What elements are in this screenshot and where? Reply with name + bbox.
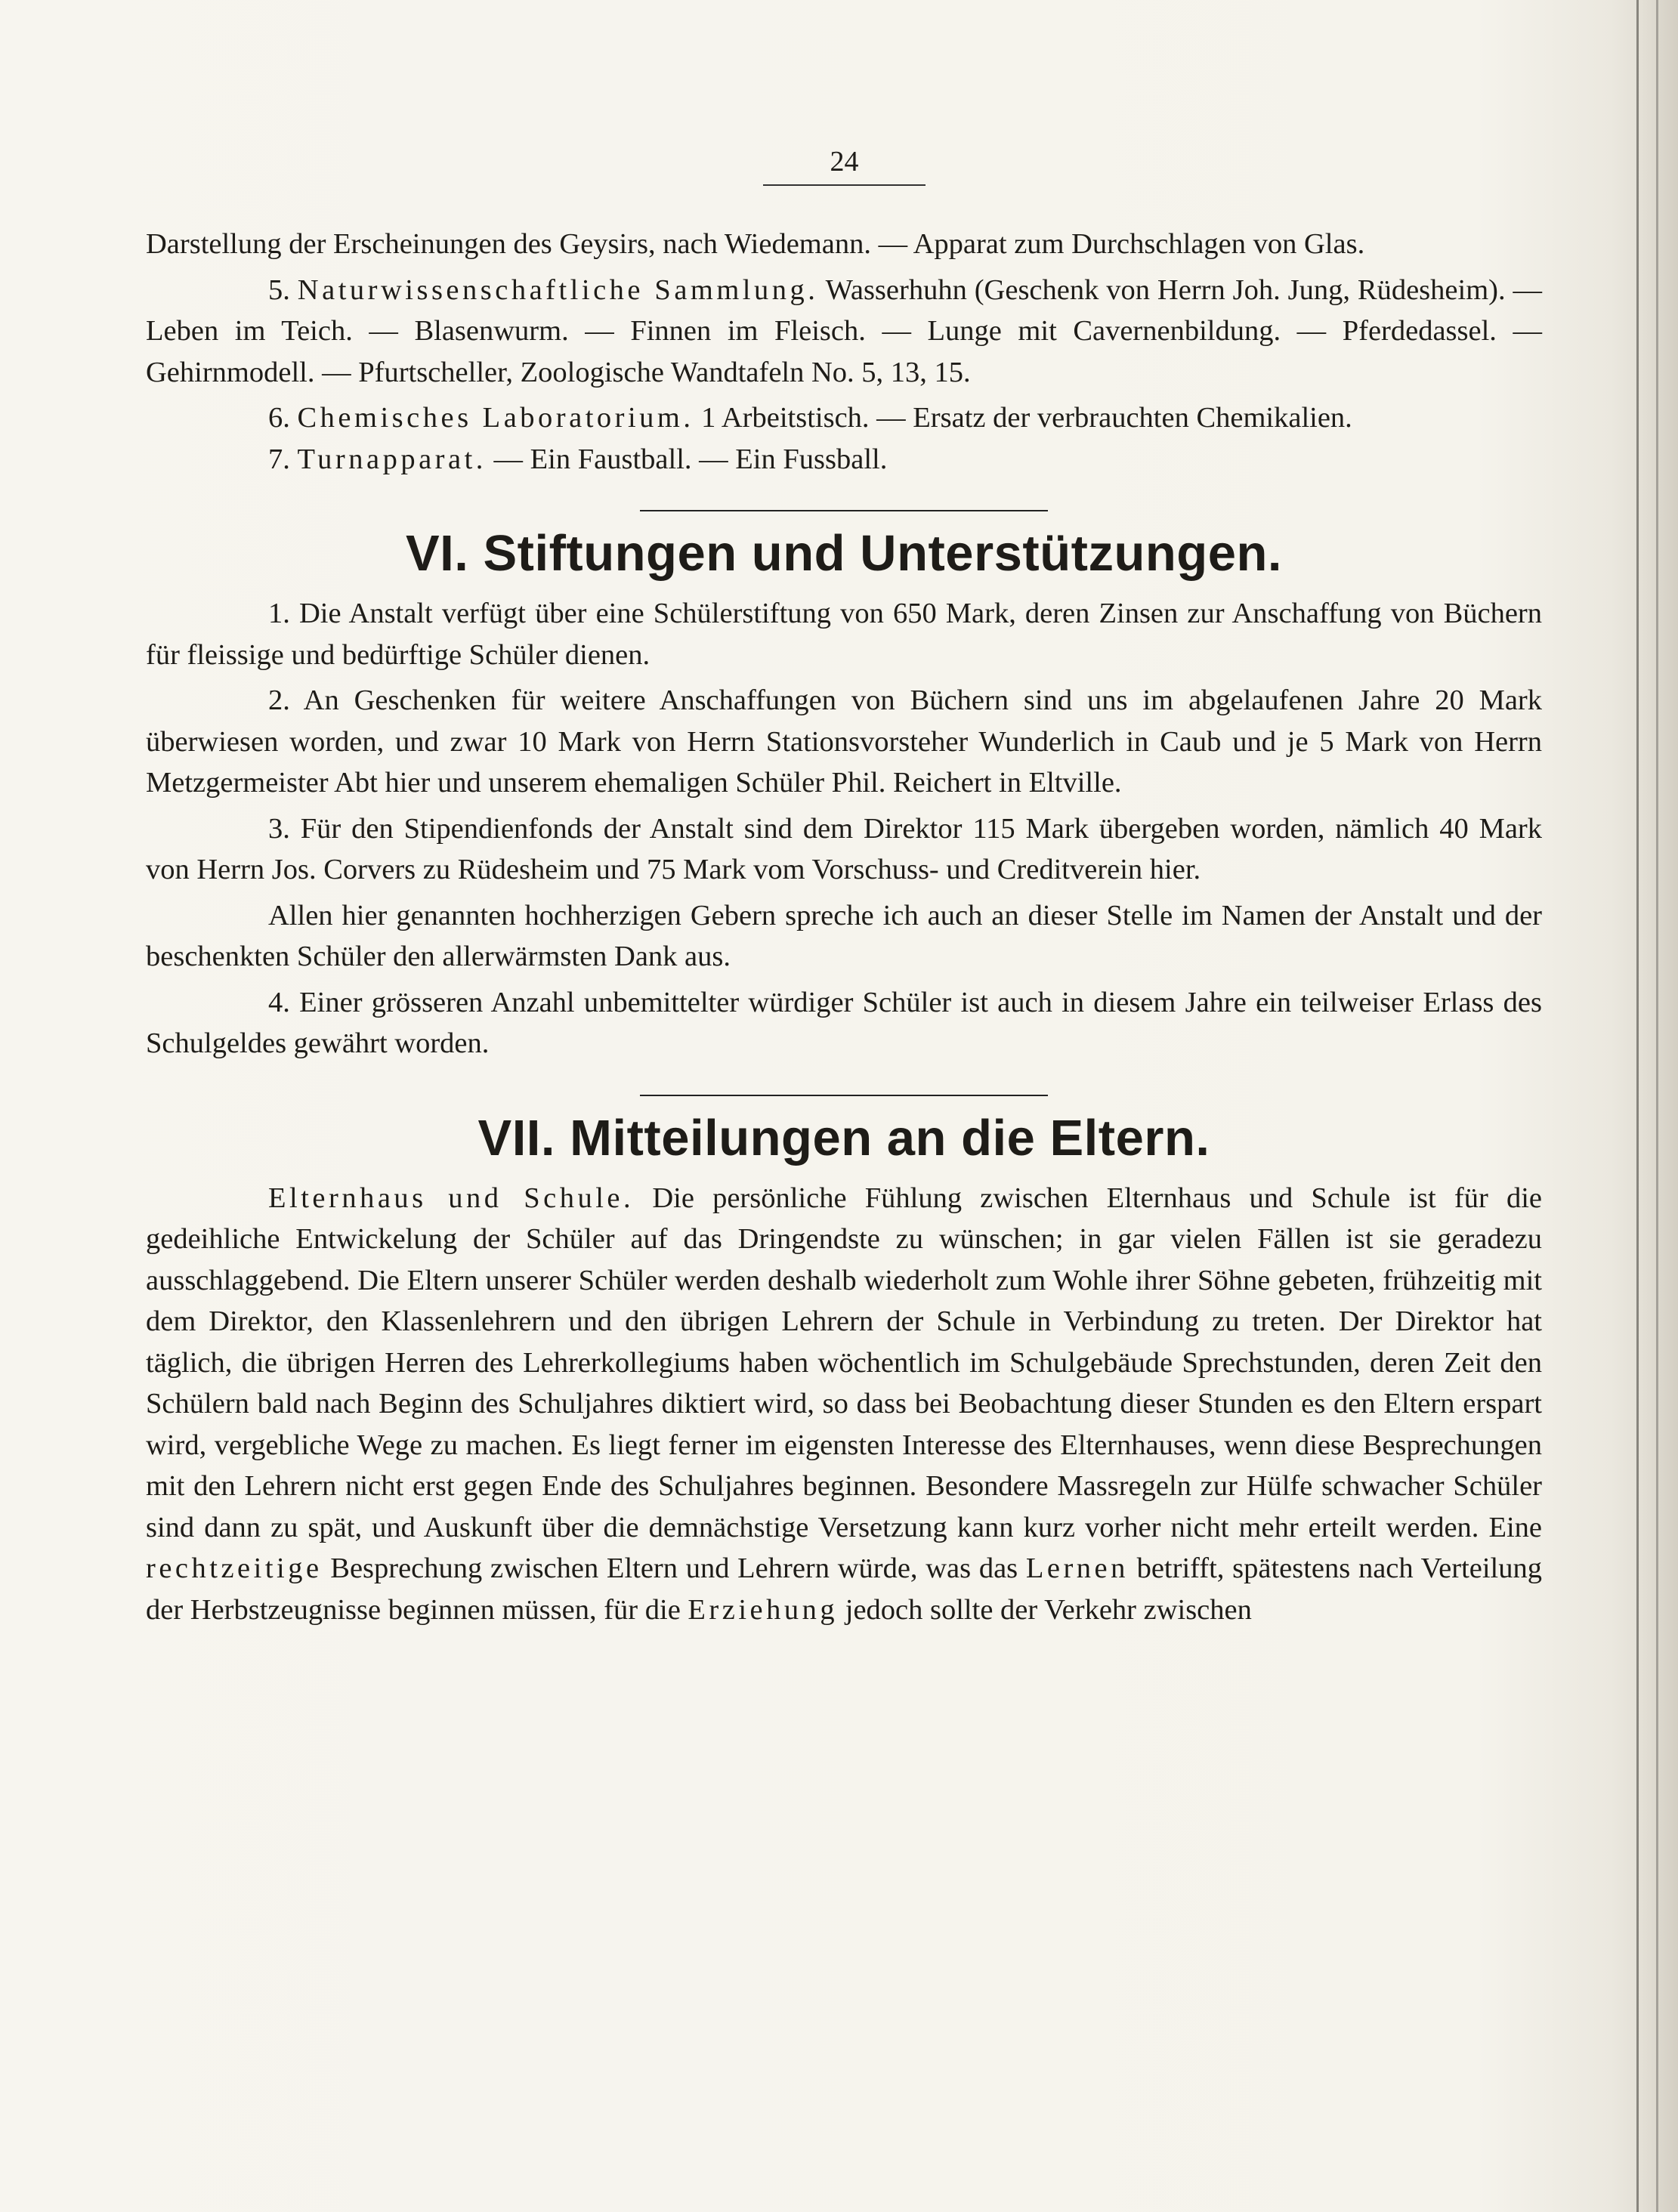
section-separator <box>640 510 1048 511</box>
page-edge-line <box>1656 0 1658 2212</box>
text-run: jedoch sollte der Verkehr zwischen <box>838 1593 1252 1626</box>
text-run: Die persönliche Fühlung zwischen Elternhaus und Schule ist für die gedeihliche Entwickelung der Schüler auf das Dringendste zu wünschen; in gar vielen Fällen ist sie geradezu ausschlaggebend. Die Eltern unserer Schüler werden deshalb wiederholt zum Wohle ihrer Söhne gebeten, frühzeitig mit dem Direktor, den Klassenlehrern und den übrigen Lehrern der Schule in Verbindung zu treten. Der Direktor hat täglich, die übrigen Herren des Lehrerkollegiums haben wöchentlich im Schulgebäude Sprechstunden, deren Zeit den Schülern bald nach Beginn des Schuljahres diktiert wird, so dass bei Beobachtung dieser Stunden es den Eltern erspart wird, vergebliche Wege zu machen. Es liegt ferner im eigensten Interesse des Elternhauses, wenn diese Besprechungen mit den Lehrern nicht erst gegen Ende des Schuljahres beginnen. Besondere Massregeln zur Hülfe schwacher Schüler sind dann zu spät, und Auskunft über die demnächstige Versetzung kann kurz vorher nicht mehr erteilt werden. Eine <box>146 1182 1542 1543</box>
paragraph: 3. Für den Stipendienfonds der Anstalt sind dem Direktor 115 Mark übergeben worden, nämlich 40 Mark von Herrn Jos. Corvers zu Rüdesheim und 75 Mark vom Vorschuss- und Creditverein hier. <box>146 812 1542 885</box>
paragraph: Allen hier genannten hochherzigen Gebern spreche ich auch an dieser Stelle im Namen der Anstalt und der beschenkten Schüler den allerwärmsten Dank aus. <box>146 899 1542 972</box>
item-7 <box>146 439 1542 480</box>
item-title: Chemisches Laboratorium. <box>297 402 694 434</box>
paragraph: 1. Die Anstalt verfügt über eine Schülerstiftung von 650 Mark, deren Zinsen zur Anschaffung von Büchern für fleissige und bedürftige Schüler dienen. <box>146 598 1542 671</box>
page-body <box>146 224 1542 1630</box>
item-number: 7. <box>268 443 290 475</box>
header-rule <box>763 184 926 186</box>
paragraph-continuation: Darstellung der Erscheinungen des Geysirs, nach Wiedemann. — Apparat zum Durchschlagen von Glas. <box>146 228 1365 260</box>
text-run: Besprechung zwischen Eltern und Lehrern würde, was das <box>322 1552 1026 1584</box>
emphasis: Erziehung <box>688 1593 839 1626</box>
item-title: Naturwissenschaftliche Sammlung. <box>297 273 819 306</box>
item-text: — Ein Faustball. — Ein Fussball. <box>493 443 888 475</box>
paragraph: 4. Einer grösseren Anzahl unbemittelter würdiger Schüler ist auch in diesem Jahre ein teilweiser Erlass des Schulgeldes gewährt worden. <box>146 986 1542 1059</box>
emphasis: rechtzeitige <box>146 1552 323 1584</box>
emphasis: Lernen <box>1025 1552 1129 1584</box>
paragraph <box>146 1178 1542 1631</box>
item-text: 1 Arbeitstisch. — Ersatz der verbrauchten Chemikalien. <box>701 402 1352 434</box>
page-number: 24 <box>830 146 859 178</box>
item-number: 6. <box>268 402 290 434</box>
section-heading-vii: VII. Mitteilungen an die Eltern. <box>477 1109 1210 1166</box>
paragraph: 2. An Geschenken für weitere Anschaffungen von Büchern sind uns im abgelaufenen Jahre 20 Mark überwiesen worden, und zwar 10 Mark von Herrn Stationsvorsteher Wunderlich in Caub und je 5 Mark von Herrn Metzgermeister Abt hier und unserem ehemaligen Schüler Phil. Reichert in Eltville. <box>146 684 1542 799</box>
page-edge-line <box>1636 0 1639 2212</box>
item-5 <box>146 270 1542 394</box>
item-6 <box>146 397 1542 439</box>
item-title: Turnapparat. <box>297 443 487 475</box>
section-heading-vi: VI. Stiftungen und Unterstützungen. <box>405 525 1283 582</box>
item-number: 5. <box>268 273 290 306</box>
section-separator <box>640 1095 1048 1096</box>
text-run: betrifft, spätestens nach Verteilung der Herbstzeugnisse beginnen müssen, für die <box>146 1552 1543 1626</box>
lead-in: Elternhaus und Schule. <box>268 1182 635 1214</box>
page-header <box>763 145 926 186</box>
item-text: Wasserhuhn (Geschenk von Herrn Joh. Jung, Rüdesheim). — Leben im Teich. — Blasenwurm. — Finnen im Fleisch. — Lunge mit Cavernenbildung. — Pferdedassel. — Gehirnmodell. — Pfurtscheller, Zoologische Wandtafeln No. 5, 13, 15. <box>146 273 1543 388</box>
